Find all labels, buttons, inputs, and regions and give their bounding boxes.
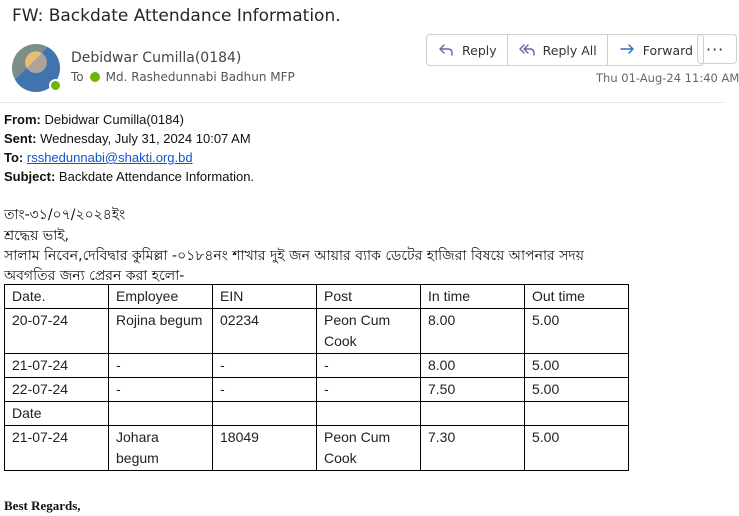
to-email-link[interactable]: rsshedunnabi@shakti.org.bd bbox=[26, 150, 193, 165]
forwarded-headers bbox=[4, 110, 254, 186]
table-cell: - bbox=[317, 378, 421, 402]
recipient-name[interactable]: Md. Rashedunnabi Badhun MFP bbox=[105, 70, 295, 84]
table-cell: 7.50 bbox=[421, 378, 525, 402]
table-row bbox=[5, 378, 629, 402]
table-header: Date. bbox=[5, 285, 109, 309]
table-row bbox=[5, 426, 629, 471]
table-cell: 18049 bbox=[213, 426, 317, 471]
table-cell: Date bbox=[5, 402, 109, 426]
reply-label: Reply bbox=[462, 42, 497, 58]
from-label: From: bbox=[4, 112, 41, 127]
table-cell: Johara begum bbox=[109, 426, 213, 471]
reply-icon bbox=[437, 41, 455, 59]
attendance-table bbox=[4, 284, 629, 471]
to-label: To bbox=[71, 70, 84, 84]
table-cell: 8.00 bbox=[421, 309, 525, 354]
recipient-presence-icon bbox=[90, 72, 100, 82]
table-header: Post bbox=[317, 285, 421, 309]
table-cell: 5.00 bbox=[525, 309, 629, 354]
table-cell: - bbox=[109, 378, 213, 402]
table-cell bbox=[317, 402, 421, 426]
table-cell: 8.00 bbox=[421, 354, 525, 378]
table-cell: 21-07-24 bbox=[5, 354, 109, 378]
table-cell: 02234 bbox=[213, 309, 317, 354]
email-subject: FW: Backdate Attendance Information. bbox=[12, 6, 341, 26]
table-row bbox=[5, 402, 629, 426]
table-cell bbox=[213, 402, 317, 426]
sent-value: Wednesday, July 31, 2024 10:07 AM bbox=[40, 131, 251, 146]
from-value: Debidwar Cumilla(0184) bbox=[44, 112, 184, 127]
body-line-2: অবগতির জন্য প্রেরন করা হলো- bbox=[4, 268, 185, 284]
table-cell: 22-07-24 bbox=[5, 378, 109, 402]
reply-all-icon bbox=[518, 41, 536, 59]
table-cell: - bbox=[213, 378, 317, 402]
table-cell: - bbox=[213, 354, 317, 378]
table-row bbox=[5, 354, 629, 378]
received-timestamp: Thu 01-Aug-24 11:40 AM bbox=[596, 71, 739, 85]
table-header: EIN bbox=[213, 285, 317, 309]
more-options-button[interactable] bbox=[697, 34, 737, 64]
table-header: Out time bbox=[525, 285, 629, 309]
header-divider bbox=[0, 102, 724, 103]
closing-regards: Best Regards, bbox=[4, 498, 81, 513]
table-cell: 5.00 bbox=[525, 426, 629, 471]
body-line-1: সালাম নিবেন,দেবিদ্বার কুমিল্লা -০১৮৪নং শাখার দুই জন আয়ার ব্যাক ডেটের হাজিরা বিষয়ে আপনার সদয় bbox=[4, 248, 585, 264]
to-row bbox=[4, 148, 254, 167]
recipient-line bbox=[71, 70, 295, 84]
table-cell bbox=[109, 402, 213, 426]
table-cell: 5.00 bbox=[525, 354, 629, 378]
table-cell: 5.00 bbox=[525, 378, 629, 402]
table-cell: 7.30 bbox=[421, 426, 525, 471]
reply-all-button[interactable] bbox=[508, 35, 608, 65]
table-cell: Rojina begum bbox=[109, 309, 213, 354]
sent-label: Sent: bbox=[4, 131, 37, 146]
table-header: In time bbox=[421, 285, 525, 309]
more-icon: ··· bbox=[706, 39, 725, 59]
table-cell: Peon Cum Cook bbox=[317, 426, 421, 471]
to-label-forwarded: To: bbox=[4, 150, 24, 165]
table-cell: - bbox=[317, 354, 421, 378]
table-cell: Peon Cum Cook bbox=[317, 309, 421, 354]
table-header: Employee bbox=[109, 285, 213, 309]
subject-label: Subject: bbox=[4, 169, 56, 184]
table-cell bbox=[421, 402, 525, 426]
forward-icon bbox=[618, 41, 636, 59]
reply-button[interactable] bbox=[427, 35, 508, 65]
reply-all-label: Reply All bbox=[542, 42, 597, 58]
body-date-line: তাং-৩১/০৭/২০২৪ইং bbox=[4, 207, 126, 223]
forward-button[interactable] bbox=[608, 35, 703, 65]
message-actions bbox=[426, 34, 704, 66]
table-cell: 21-07-24 bbox=[5, 426, 109, 471]
sender-name[interactable]: Debidwar Cumilla(0184) bbox=[71, 50, 242, 66]
subject-row bbox=[4, 167, 254, 186]
forward-label: Forward bbox=[642, 42, 693, 58]
presence-online-icon bbox=[49, 79, 62, 92]
table-cell: 20-07-24 bbox=[5, 309, 109, 354]
sender-avatar[interactable] bbox=[12, 44, 60, 92]
table-cell: - bbox=[109, 354, 213, 378]
table-cell bbox=[525, 402, 629, 426]
sent-row bbox=[4, 129, 254, 148]
table-row bbox=[5, 309, 629, 354]
body-salutation: শ্রদ্ধেয় ভাই, bbox=[4, 228, 69, 244]
from-row bbox=[4, 110, 254, 129]
subject-value: Backdate Attendance Information. bbox=[58, 169, 255, 184]
table-header-row bbox=[5, 285, 629, 309]
